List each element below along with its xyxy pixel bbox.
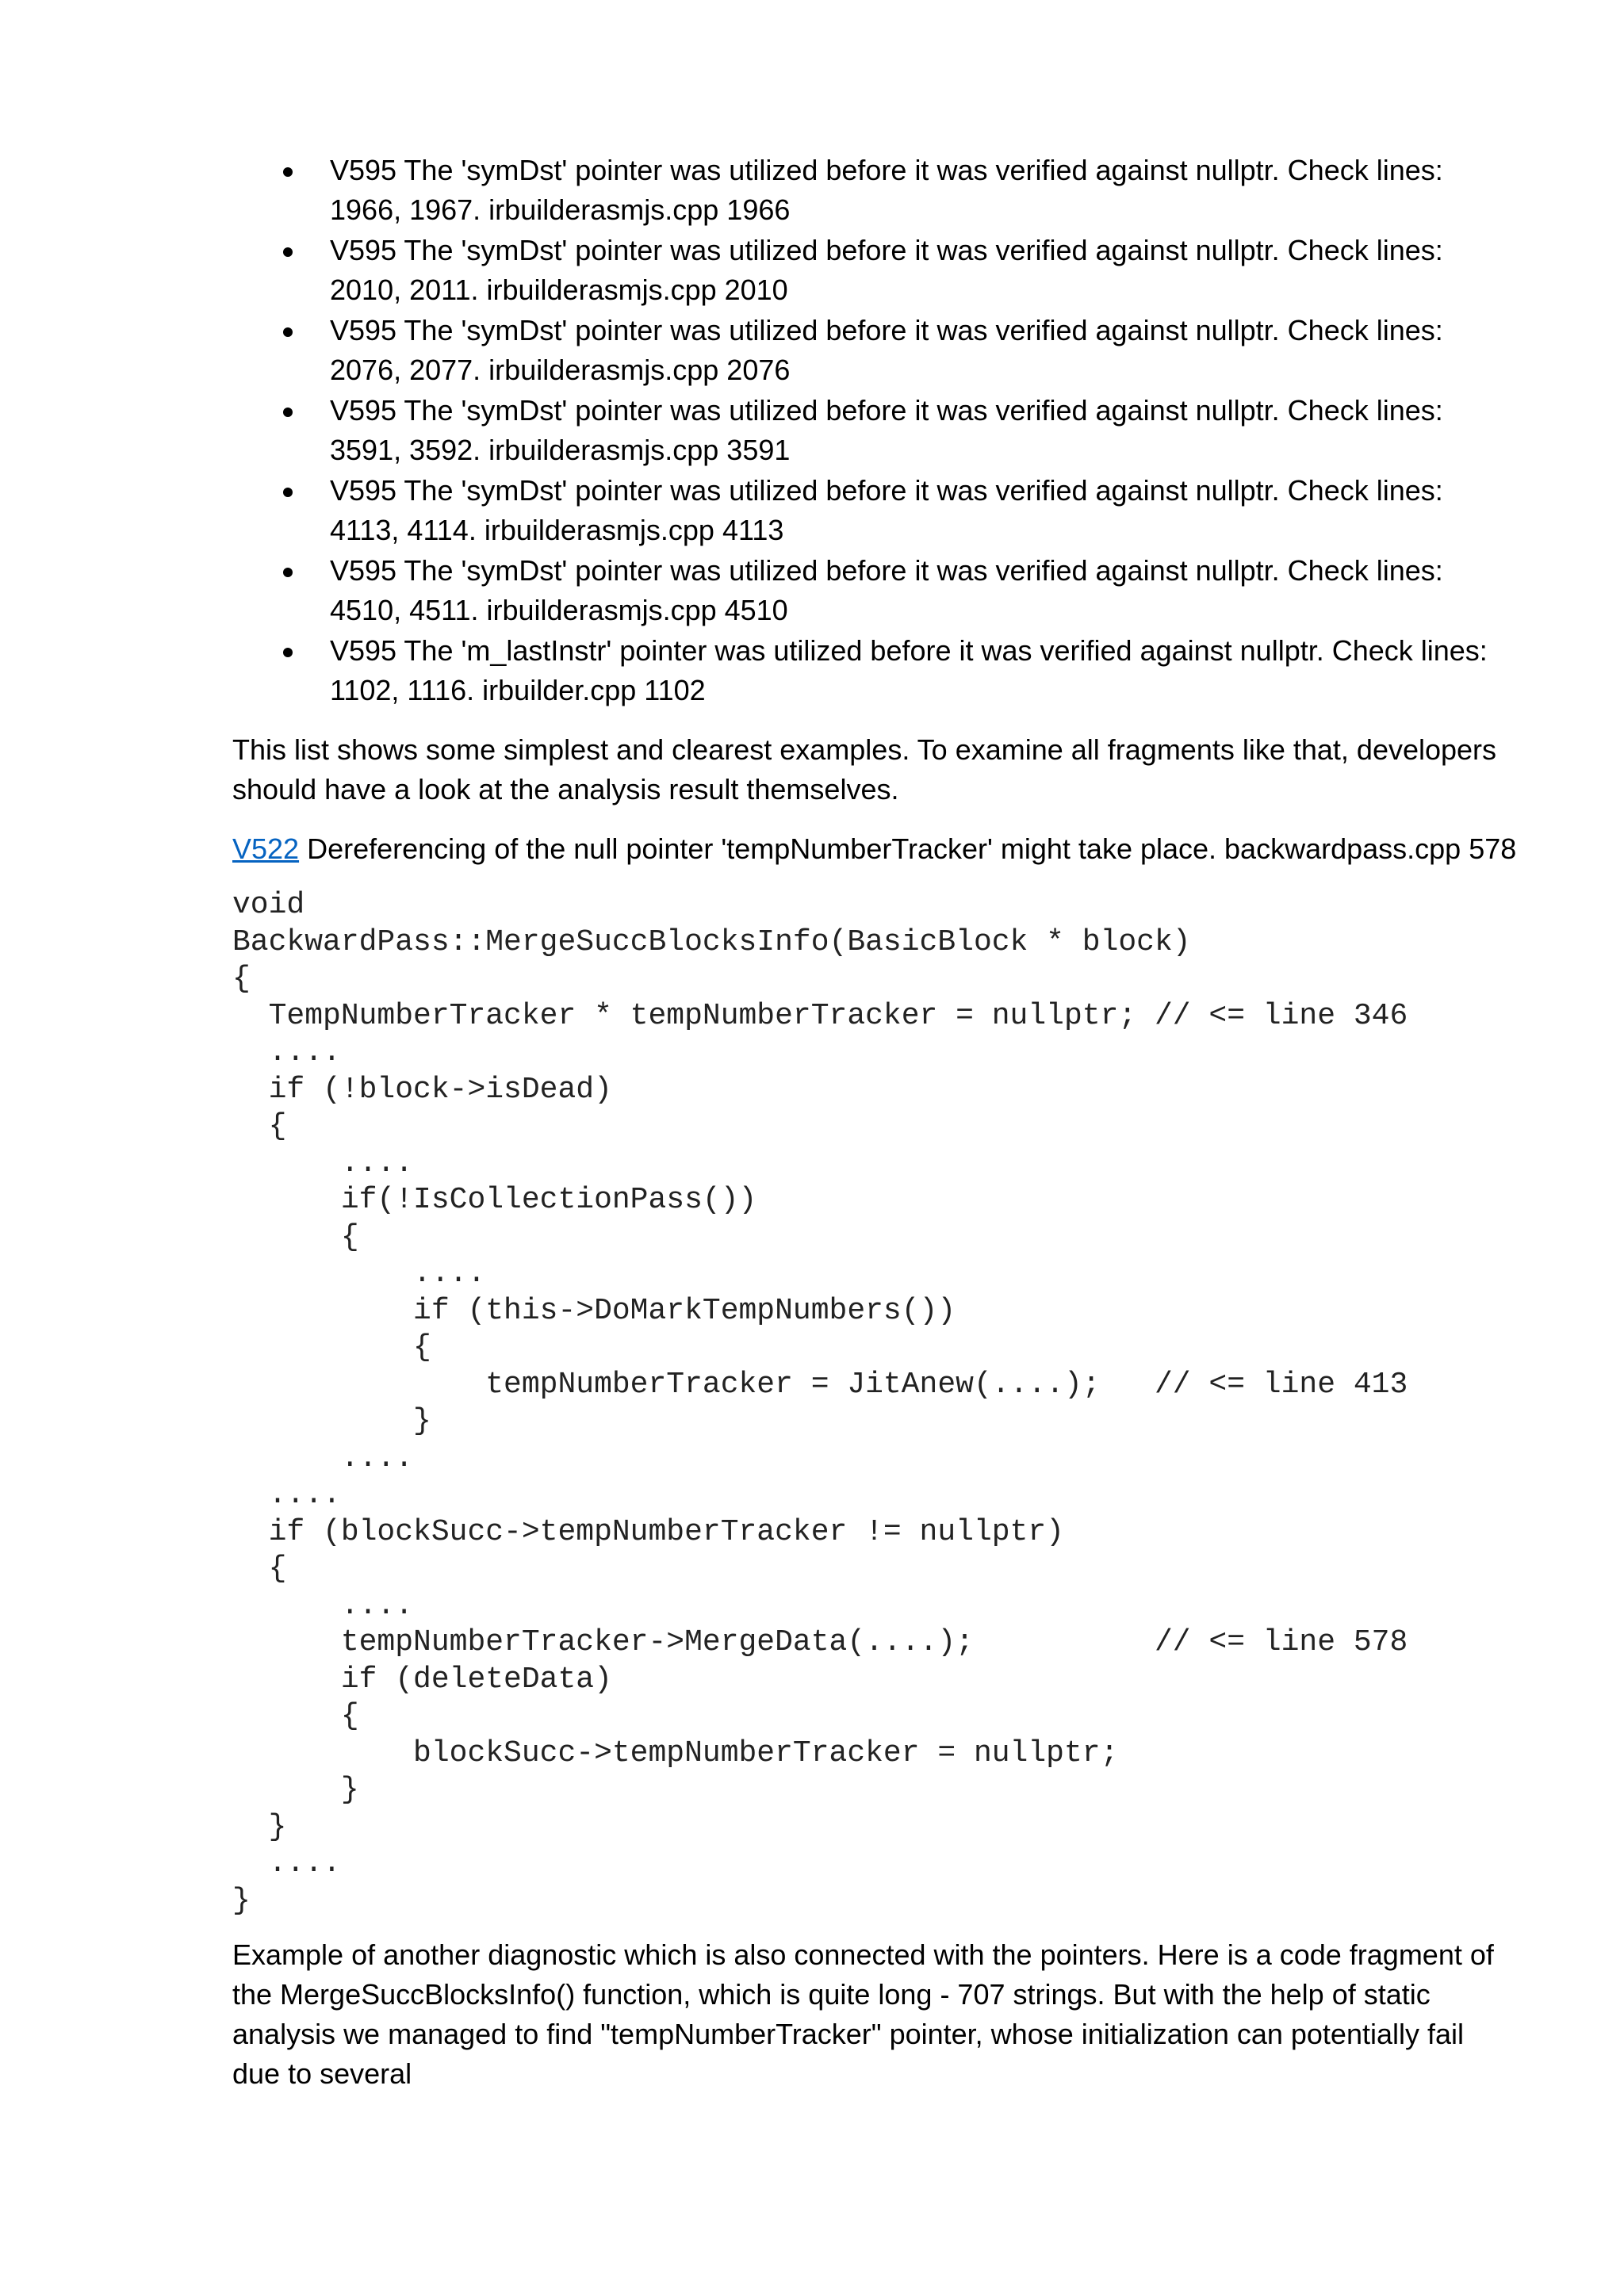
list-item-text: V595 The 'm_lastInstr' pointer was utilized before it was verified against nullptr. Check lines: 1102, 1116. irbuilder.cpp 1102: [330, 634, 1488, 706]
bullet-icon: [283, 648, 293, 657]
warning-list: [232, 151, 1517, 710]
list-item-text: V595 The 'symDst' pointer was utilized before it was verified against nullptr. Check lines: 2076, 2077. irbuilderasmjs.cpp 2076: [330, 314, 1443, 386]
diagnostic-message: Dereferencing of the null pointer 'tempNumberTracker' might take place. backwardpass.cpp 578: [299, 832, 1517, 865]
list-item-text: V595 The 'symDst' pointer was utilized before it was verified against nullptr. Check lines: 3591, 3592. irbuilderasmjs.cpp 3591: [330, 394, 1443, 466]
list-item: [232, 551, 1517, 630]
bullet-icon: [283, 167, 293, 177]
list-item-text: V595 The 'symDst' pointer was utilized before it was verified against nullptr. Check lines: 4113, 4114. irbuilderasmjs.cpp 4113: [330, 474, 1443, 546]
code-block: void BackwardPass::MergeSuccBlocksInfo(BasicBlock * block) { TempNumberTracker * tempNumberTracker = nullptr; // <= line 346 .... if (!block->isDead) { .... if(!IsCollectionPass()) { .... if (this->DoMarkTempNumbers()) { tempNumberTracker = JitAnew(....); // <= line 413 } .... .... if (blockSucc->tempNumberTracker != nullptr) { .... tempNumberTracker->MergeData(....); // <= line 578 if (deleteData) { blockSucc->tempNumberTracker = nullptr; } } .... }: [232, 888, 1408, 1918]
list-item: [232, 471, 1517, 550]
list-item: [232, 631, 1517, 710]
bullet-icon: [283, 408, 293, 417]
list-item: [232, 391, 1517, 470]
diagnostic-line: [232, 829, 1517, 869]
list-item-text: V595 The 'symDst' pointer was utilized before it was verified against nullptr. Check lines: 2010, 2011. irbuilderasmjs.cpp 2010: [330, 234, 1443, 306]
page-content: [232, 151, 1517, 2094]
list-item: [232, 231, 1517, 310]
list-item: [232, 151, 1517, 230]
list-item-text: V595 The 'symDst' pointer was utilized before it was verified against nullptr. Check lines: 4510, 4511. irbuilderasmjs.cpp 4510: [330, 554, 1443, 626]
summary-paragraph: This list shows some simplest and clearest examples. To examine all fragments like that, developers should have a look at the analysis result themselves.: [232, 733, 1497, 806]
bullet-icon: [283, 568, 293, 577]
diagnostic-link[interactable]: V522: [232, 832, 300, 865]
list-item-text: V595 The 'symDst' pointer was utilized before it was verified against nullptr. Check lines: 1966, 1967. irbuilderasmjs.cpp 1966: [330, 154, 1443, 226]
bullet-icon: [283, 327, 293, 337]
bullet-icon: [283, 488, 293, 497]
bullet-icon: [283, 247, 293, 257]
explanation-paragraph: Example of another diagnostic which is also connected with the pointers. Here is a code fragment of the MergeSuccBlocksInfo() function, which is quite long - 707 strings. But with the help of static analysis we managed to find "tempNumberTracker" pointer, whose initialization can potentially fail due to several: [232, 1938, 1494, 2090]
list-item: [232, 311, 1517, 390]
